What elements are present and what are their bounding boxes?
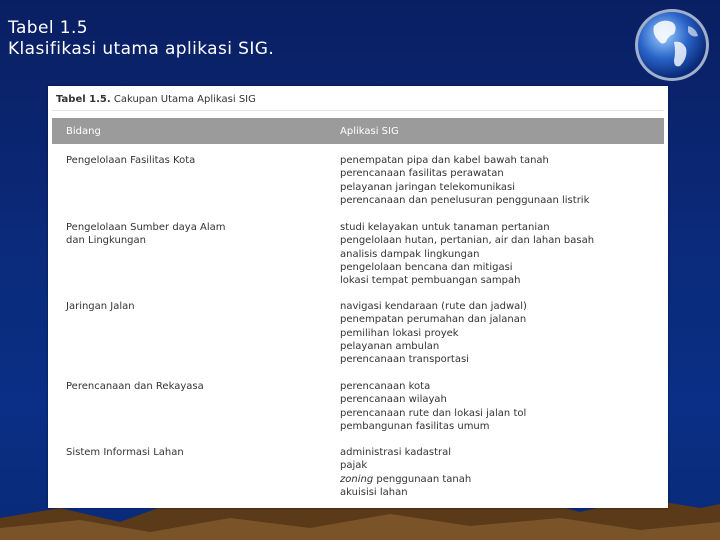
app-item: perencanaan dan penelusuran penggunaan listrik [340, 194, 590, 206]
category-line: Pengelolaan Sumber daya Alam [66, 222, 226, 233]
table-caption-number: Tabel 1.5. [56, 94, 111, 105]
row-category [66, 446, 256, 459]
table-header [52, 118, 664, 144]
header-aplikasi: Aplikasi SIG [340, 126, 399, 137]
app-item: pemilihan lokasi proyek [340, 327, 459, 339]
row-apps [340, 446, 666, 499]
slide-title-line1: Tabel 1.5 [8, 18, 89, 38]
row-category [66, 221, 256, 247]
app-item: perencanaan kota [340, 381, 431, 392]
row-category [66, 154, 256, 167]
header-bidang: Bidang [66, 126, 101, 137]
app-item: pelayanan ambulan [340, 340, 440, 352]
app-item: perencanaan fasilitas perawatan [340, 168, 504, 180]
app-item: perencanaan rute dan lokasi jalan tol [340, 407, 527, 419]
table-caption-text: Cakupan Utama Aplikasi SIG [113, 94, 256, 105]
app-item: administrasi kadastral [340, 447, 452, 458]
category-line: Jaringan Jalan [66, 301, 135, 312]
app-item: akuisisi lahan [340, 486, 408, 498]
app-item: lokasi tempat pembuangan sampah [340, 275, 521, 287]
row-apps [340, 300, 666, 366]
app-item: studi kelayakan untuk tanaman pertanian [340, 222, 550, 233]
app-item: pembangunan fasilitas umum [340, 420, 490, 432]
category-line: Pengelolaan Fasilitas Kota [66, 155, 196, 166]
app-item [340, 473, 666, 486]
row-apps [340, 154, 666, 207]
slide-title [8, 18, 274, 60]
app-item-rest: penggunaan tanah [373, 473, 472, 485]
app-item: navigasi kendaraan (rute dan jadwal) [340, 301, 527, 312]
table-caption [56, 94, 256, 105]
caption-divider [52, 110, 664, 111]
globe-icon [632, 6, 712, 84]
app-item: pengelolaan hutan, pertanian, air dan lahan basah [340, 235, 595, 247]
row-category [66, 380, 256, 393]
app-item: pengelolaan bencana dan mitigasi [340, 261, 513, 273]
category-line: Sistem Informasi Lahan [66, 447, 184, 458]
row-apps [340, 221, 666, 287]
app-item-italic: zoning [340, 473, 374, 485]
category-line: Perencanaan dan Rekayasa [66, 381, 204, 392]
category-line: dan Lingkungan [66, 235, 146, 246]
app-item: penempatan pipa dan kabel bawah tanah [340, 155, 549, 166]
app-item: pelayanan jaringan telekomunikasi [340, 181, 516, 193]
slide-title-line2: Klasifikasi utama aplikasi SIG. [8, 39, 275, 59]
row-apps [340, 380, 666, 433]
app-item: analisis dampak lingkungan [340, 248, 480, 260]
app-item: perencanaan wilayah [340, 394, 447, 406]
row-category [66, 300, 256, 313]
table-document [48, 86, 668, 508]
app-item: penempatan perumahan dan jalanan [340, 314, 527, 326]
app-item: perencanaan transportasi [340, 354, 469, 366]
app-item: pajak [340, 460, 368, 472]
